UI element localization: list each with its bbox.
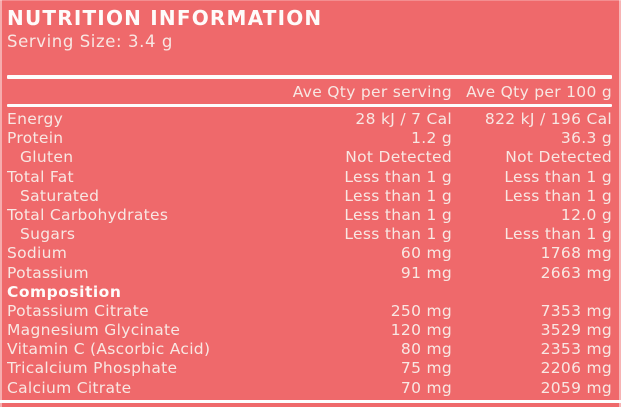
bottom-divider — [0, 400, 621, 403]
row-value-per-100g: Less than 1 g — [504, 225, 612, 244]
table-row — [7, 110, 612, 129]
table-row — [7, 187, 612, 206]
row-value-per-100g: 2206 mg — [540, 359, 612, 378]
table-row — [7, 340, 612, 359]
row-value-per-serving: Less than 1 g — [344, 167, 452, 186]
nutrition-table — [7, 110, 612, 398]
row-value-per-serving: Less than 1 g — [344, 205, 452, 224]
row-value-per-100g: 822 kJ / 196 Cal — [484, 110, 612, 128]
panel-title: NUTRITION INFORMATION — [7, 6, 323, 30]
row-label: Protein — [7, 129, 64, 148]
row-value-per-serving: Less than 1 g — [344, 225, 452, 244]
row-label: Sugars — [20, 225, 76, 244]
row-value-per-serving: Less than 1 g — [344, 186, 452, 205]
row-value-per-serving: 250 mg — [390, 301, 452, 320]
row-value-per-100g: 36.3 g — [560, 129, 612, 148]
row-label: Tricalcium Phosphate — [7, 359, 178, 378]
table-row — [7, 321, 612, 340]
row-value-per-100g: 2353 mg — [540, 340, 612, 359]
row-value-per-serving: 80 mg — [400, 340, 452, 359]
row-value-per-serving: 75 mg — [400, 359, 452, 378]
row-label: Calcium Citrate — [7, 378, 132, 397]
serving-size-text: Serving Size: 3.4 g — [7, 32, 173, 51]
row-value-per-serving: 70 mg — [400, 378, 452, 397]
column-header-per-serving: Ave Qty per serving — [292, 83, 452, 101]
row-value-per-100g: Not Detected — [505, 148, 612, 167]
row-label: Potassium Citrate — [7, 301, 149, 320]
table-row — [7, 148, 612, 167]
row-value-per-100g: 7353 mg — [540, 301, 612, 320]
row-label: Sodium — [7, 244, 68, 263]
table-row — [7, 359, 612, 378]
row-value-per-100g: 2059 mg — [540, 378, 612, 397]
row-value-per-serving: 91 mg — [400, 263, 452, 282]
header-divider — [7, 104, 612, 107]
table-row — [7, 264, 612, 283]
row-value-per-serving: 60 mg — [400, 244, 452, 263]
row-label: Vitamin C (Ascorbic Acid) — [7, 340, 211, 359]
row-value-per-serving: 28 kJ / 7 Cal — [355, 110, 452, 128]
row-label: Total Fat — [7, 167, 74, 186]
table-row — [7, 283, 612, 302]
top-divider — [7, 75, 612, 79]
row-value-per-100g: Less than 1 g — [504, 167, 612, 186]
column-header-row — [7, 84, 612, 101]
row-value-per-serving: 120 mg — [390, 321, 452, 340]
row-label: Gluten — [20, 148, 74, 167]
column-header-per-100g: Ave Qty per 100 g — [466, 83, 612, 101]
row-value-per-100g: 1768 mg — [540, 244, 612, 263]
row-value-per-100g: Less than 1 g — [504, 186, 612, 205]
row-value-per-serving: Not Detected — [345, 148, 452, 167]
row-label: Saturated — [20, 186, 100, 205]
row-label: Magnesium Glycinate — [7, 321, 181, 340]
row-value-per-100g: 3529 mg — [540, 321, 612, 340]
table-row — [7, 206, 612, 225]
row-label: Energy — [7, 110, 64, 128]
table-row — [7, 302, 612, 321]
row-value-per-100g: 12.0 g — [560, 205, 612, 224]
table-row — [7, 168, 612, 187]
table-row — [7, 379, 612, 398]
row-label: Potassium — [7, 263, 89, 282]
row-label: Total Carbohydrates — [7, 205, 169, 224]
table-row — [7, 244, 612, 263]
table-row — [7, 129, 612, 148]
table-row — [7, 225, 612, 244]
row-value-per-serving: 1.2 g — [411, 129, 452, 148]
row-value-per-100g: 2663 mg — [540, 263, 612, 282]
row-label: Composition — [7, 282, 122, 301]
